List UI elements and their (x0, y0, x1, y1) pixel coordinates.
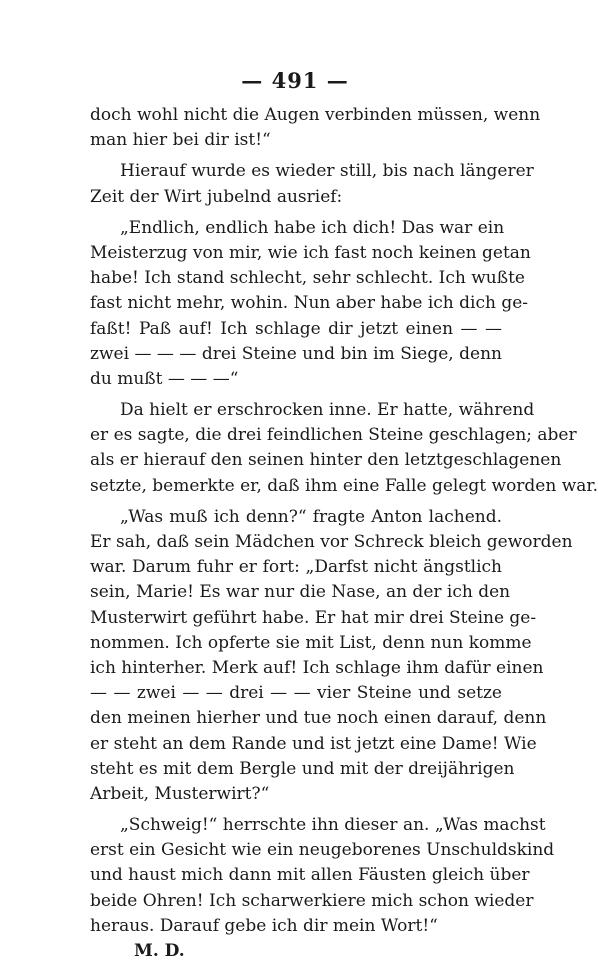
text-line: beide Ohren! Ich scharwerkiere mich schon wieder (90, 890, 534, 911)
text-line: setzte, bemerkte er, daß ihm eine Falle gelegt worden war. (90, 475, 598, 496)
text-line: Er sah, daß sein Mädchen vor Schreck bleich geworden (90, 532, 573, 552)
text-line: nommen. Ich opferte sie mit List, denn nun komme (90, 632, 532, 653)
paragraph (90, 398, 598, 499)
text-line: Zeit der Wirt jubelnd ausrief: (90, 186, 343, 207)
text-line: ich hinterher. Merk auf! Ich schlage ihm dafür einen (90, 657, 544, 678)
text-line: er es sagte, die drei feindlichen Steine geschlagen; aber (90, 425, 577, 446)
text-line: Hierauf wurde es wieder still, bis nach längerer (120, 161, 534, 182)
text-line: habe! Ich stand schlecht, sehr schlecht. Ich wußte (90, 268, 525, 289)
text-line: faßt! Paß auf! Ich schlage dir jetzt einen — — (90, 318, 502, 339)
text-line: steht es mit dem Bergle und mit der dreijährigen (90, 758, 515, 779)
text-line: sein, Marie! Es war nur die Nase, an der ich den (90, 582, 511, 603)
text-line: und haust mich dann mit allen Fäusten gleich über (90, 865, 530, 886)
text-line: du mußt — — —“ (90, 368, 239, 389)
text-line: „Endlich, endlich habe ich dich! Das war ein (120, 217, 505, 238)
text-line: heraus. Darauf gebe ich dir mein Wort!“ (90, 915, 438, 936)
page-number: — 491 — (241, 68, 349, 93)
text-line: man hier bei dir ist!“ (90, 130, 271, 151)
text-line: „Was muß ich denn?“ fragte Anton lachend. (120, 506, 502, 527)
text-line: erst ein Gesicht wie ein neugeborenes Unschuldskind (90, 840, 555, 861)
paragraph (90, 813, 555, 939)
text-line: doch wohl nicht die Augen verbinden müssen, wenn (90, 105, 541, 125)
text-line: den meinen hierher und tue noch einen darauf, denn (90, 708, 547, 729)
text-line: als er hierauf den seinen hinter den letztgeschlagenen (90, 450, 562, 471)
text-line: Da hielt er erschrocken inne. Er hatte, während (120, 400, 535, 421)
paragraph (90, 103, 541, 153)
paragraph (90, 505, 573, 807)
paragraph (90, 159, 534, 209)
text-line: Musterwirt geführt habe. Er hat mir drei Steine ge- (90, 607, 537, 628)
text-line: „Schweig!“ herrschte ihn dieser an. „Was machst (120, 815, 546, 836)
text-line: fast nicht mehr, wohin. Nun aber habe ich dich ge- (90, 293, 529, 314)
text-line: zwei — — — drei Steine und bin im Siege, denn (90, 343, 502, 364)
text-line: war. Darum fuhr er fort: „Darfst nicht ängstlich (90, 557, 502, 578)
author-signature: M. D. (134, 941, 185, 961)
text-line: er steht an dem Rande und ist jetzt eine Dame! Wie (90, 733, 537, 754)
text-line: — — zwei — — drei — — vier Steine und setze (90, 683, 502, 704)
paragraph (90, 216, 531, 392)
text-line: Meisterzug von mir, wie ich fast noch keinen getan (90, 242, 531, 263)
body-text (90, 103, 598, 964)
text-line: Arbeit, Musterwirt?“ (90, 783, 270, 804)
